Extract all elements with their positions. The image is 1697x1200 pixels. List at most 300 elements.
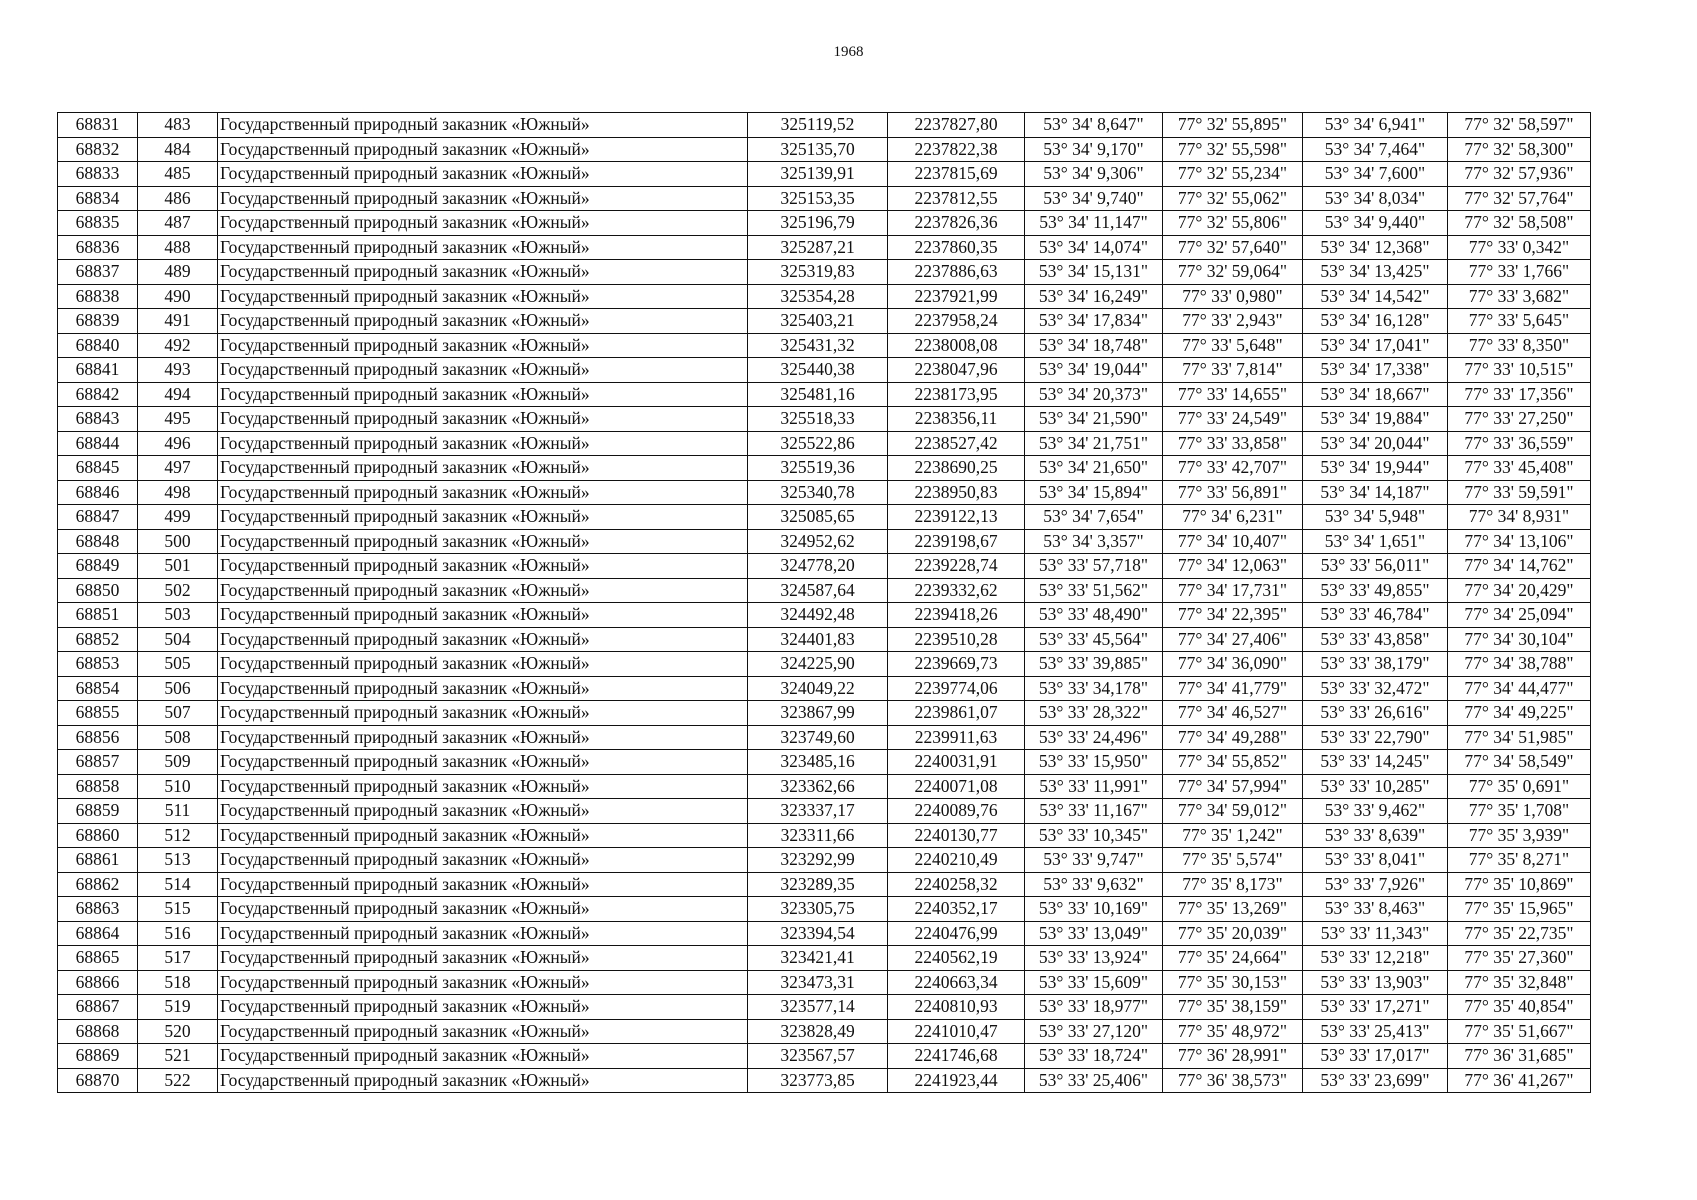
latitude-2-cell: 53° 33' 43,858" — [1303, 627, 1448, 652]
row-id-cell: 68847 — [58, 505, 138, 530]
table-row — [58, 309, 1591, 334]
y-coordinate-cell: 2240810,93 — [888, 995, 1025, 1020]
y-coordinate-cell: 2238950,83 — [888, 480, 1025, 505]
point-number-cell: 507 — [138, 701, 218, 726]
latitude-1-cell: 53° 34' 8,647" — [1025, 113, 1163, 138]
longitude-2-cell: 77° 33' 3,682" — [1448, 284, 1591, 309]
longitude-1-cell: 77° 33' 7,814" — [1163, 358, 1303, 383]
table-row — [58, 113, 1591, 138]
longitude-1-cell: 77° 35' 20,039" — [1163, 921, 1303, 946]
row-id-cell: 68833 — [58, 162, 138, 187]
table-row — [58, 627, 1591, 652]
longitude-2-cell: 77° 35' 8,271" — [1448, 848, 1591, 873]
y-coordinate-cell: 2240071,08 — [888, 774, 1025, 799]
latitude-1-cell: 53° 33' 27,120" — [1025, 1019, 1163, 1044]
table-row — [58, 211, 1591, 236]
latitude-1-cell: 53° 34' 9,306" — [1025, 162, 1163, 187]
row-id-cell: 68839 — [58, 309, 138, 334]
name-cell: Государственный природный заказник «Южный» — [218, 358, 748, 383]
latitude-2-cell: 53° 34' 16,128" — [1303, 309, 1448, 334]
longitude-1-cell: 77° 33' 0,980" — [1163, 284, 1303, 309]
longitude-1-cell: 77° 35' 38,159" — [1163, 995, 1303, 1020]
latitude-1-cell: 53° 33' 9,632" — [1025, 872, 1163, 897]
latitude-2-cell: 53° 34' 14,187" — [1303, 480, 1448, 505]
table-row — [58, 333, 1591, 358]
point-number-cell: 498 — [138, 480, 218, 505]
latitude-1-cell: 53° 34' 18,748" — [1025, 333, 1163, 358]
latitude-1-cell: 53° 33' 28,322" — [1025, 701, 1163, 726]
longitude-1-cell: 77° 36' 38,573" — [1163, 1068, 1303, 1093]
longitude-2-cell: 77° 33' 45,408" — [1448, 456, 1591, 481]
longitude-2-cell: 77° 35' 15,965" — [1448, 897, 1591, 922]
x-coordinate-cell: 325340,78 — [748, 480, 888, 505]
longitude-2-cell: 77° 35' 22,735" — [1448, 921, 1591, 946]
point-number-cell: 502 — [138, 578, 218, 603]
longitude-1-cell: 77° 35' 24,664" — [1163, 946, 1303, 971]
longitude-2-cell: 77° 32' 57,936" — [1448, 162, 1591, 187]
point-number-cell: 506 — [138, 676, 218, 701]
row-id-cell: 68849 — [58, 554, 138, 579]
point-number-cell: 510 — [138, 774, 218, 799]
y-coordinate-cell: 2237815,69 — [888, 162, 1025, 187]
point-number-cell: 521 — [138, 1044, 218, 1069]
y-coordinate-cell: 2238527,42 — [888, 431, 1025, 456]
y-coordinate-cell: 2239332,62 — [888, 578, 1025, 603]
name-cell: Государственный природный заказник «Южный» — [218, 676, 748, 701]
y-coordinate-cell: 2239861,07 — [888, 701, 1025, 726]
point-number-cell: 520 — [138, 1019, 218, 1044]
point-number-cell: 483 — [138, 113, 218, 138]
name-cell: Государственный природный заказник «Южный» — [218, 603, 748, 628]
latitude-2-cell: 53° 33' 17,271" — [1303, 995, 1448, 1020]
name-cell: Государственный природный заказник «Южный» — [218, 235, 748, 260]
longitude-2-cell: 77° 36' 41,267" — [1448, 1068, 1591, 1093]
name-cell: Государственный природный заказник «Южный» — [218, 456, 748, 481]
x-coordinate-cell: 325085,65 — [748, 505, 888, 530]
table-row — [58, 578, 1591, 603]
row-id-cell: 68840 — [58, 333, 138, 358]
latitude-2-cell: 53° 34' 8,034" — [1303, 186, 1448, 211]
latitude-2-cell: 53° 34' 14,542" — [1303, 284, 1448, 309]
longitude-2-cell: 77° 34' 20,429" — [1448, 578, 1591, 603]
name-cell: Государственный природный заказник «Южный» — [218, 872, 748, 897]
latitude-1-cell: 53° 33' 15,609" — [1025, 970, 1163, 995]
longitude-1-cell: 77° 34' 6,231" — [1163, 505, 1303, 530]
latitude-2-cell: 53° 33' 56,011" — [1303, 554, 1448, 579]
point-number-cell: 500 — [138, 529, 218, 554]
latitude-1-cell: 53° 33' 18,724" — [1025, 1044, 1163, 1069]
row-id-cell: 68846 — [58, 480, 138, 505]
table-row — [58, 431, 1591, 456]
latitude-1-cell: 53° 33' 45,564" — [1025, 627, 1163, 652]
latitude-1-cell: 53° 34' 17,834" — [1025, 309, 1163, 334]
y-coordinate-cell: 2239228,74 — [888, 554, 1025, 579]
x-coordinate-cell: 324778,20 — [748, 554, 888, 579]
y-coordinate-cell: 2237921,99 — [888, 284, 1025, 309]
row-id-cell: 68850 — [58, 578, 138, 603]
x-coordinate-cell: 324225,90 — [748, 652, 888, 677]
x-coordinate-cell: 323828,49 — [748, 1019, 888, 1044]
longitude-2-cell: 77° 32' 58,508" — [1448, 211, 1591, 236]
row-id-cell: 68853 — [58, 652, 138, 677]
x-coordinate-cell: 323749,60 — [748, 725, 888, 750]
table-row — [58, 284, 1591, 309]
latitude-1-cell: 53° 33' 11,991" — [1025, 774, 1163, 799]
y-coordinate-cell: 2237822,38 — [888, 137, 1025, 162]
point-number-cell: 497 — [138, 456, 218, 481]
row-id-cell: 68845 — [58, 456, 138, 481]
table-row — [58, 774, 1591, 799]
latitude-2-cell: 53° 34' 17,338" — [1303, 358, 1448, 383]
longitude-2-cell: 77° 34' 25,094" — [1448, 603, 1591, 628]
point-number-cell: 508 — [138, 725, 218, 750]
y-coordinate-cell: 2238690,25 — [888, 456, 1025, 481]
y-coordinate-cell: 2241746,68 — [888, 1044, 1025, 1069]
longitude-1-cell: 77° 33' 33,858" — [1163, 431, 1303, 456]
row-id-cell: 68855 — [58, 701, 138, 726]
name-cell: Государственный природный заказник «Южный» — [218, 701, 748, 726]
longitude-2-cell: 77° 33' 59,591" — [1448, 480, 1591, 505]
y-coordinate-cell: 2239510,28 — [888, 627, 1025, 652]
latitude-1-cell: 53° 34' 19,044" — [1025, 358, 1163, 383]
latitude-2-cell: 53° 34' 9,440" — [1303, 211, 1448, 236]
table-row — [58, 750, 1591, 775]
point-number-cell: 504 — [138, 627, 218, 652]
latitude-2-cell: 53° 33' 25,413" — [1303, 1019, 1448, 1044]
name-cell: Государственный природный заказник «Южный» — [218, 211, 748, 236]
y-coordinate-cell: 2240663,34 — [888, 970, 1025, 995]
latitude-1-cell: 53° 33' 34,178" — [1025, 676, 1163, 701]
x-coordinate-cell: 323773,85 — [748, 1068, 888, 1093]
latitude-2-cell: 53° 34' 20,044" — [1303, 431, 1448, 456]
longitude-1-cell: 77° 32' 57,640" — [1163, 235, 1303, 260]
latitude-2-cell: 53° 34' 7,464" — [1303, 137, 1448, 162]
y-coordinate-cell: 2238008,08 — [888, 333, 1025, 358]
longitude-2-cell: 77° 34' 58,549" — [1448, 750, 1591, 775]
table-row — [58, 186, 1591, 211]
y-coordinate-cell: 2240258,32 — [888, 872, 1025, 897]
name-cell: Государственный природный заказник «Южный» — [218, 431, 748, 456]
latitude-1-cell: 53° 34' 14,074" — [1025, 235, 1163, 260]
latitude-2-cell: 53° 33' 12,218" — [1303, 946, 1448, 971]
x-coordinate-cell: 323567,57 — [748, 1044, 888, 1069]
name-cell: Государственный природный заказник «Южный» — [218, 284, 748, 309]
longitude-2-cell: 77° 32' 57,764" — [1448, 186, 1591, 211]
latitude-1-cell: 53° 33' 15,950" — [1025, 750, 1163, 775]
point-number-cell: 517 — [138, 946, 218, 971]
row-id-cell: 68860 — [58, 823, 138, 848]
y-coordinate-cell: 2239122,13 — [888, 505, 1025, 530]
latitude-2-cell: 53° 34' 7,600" — [1303, 162, 1448, 187]
y-coordinate-cell: 2238356,11 — [888, 407, 1025, 432]
table-row — [58, 603, 1591, 628]
latitude-1-cell: 53° 33' 57,718" — [1025, 554, 1163, 579]
latitude-1-cell: 53° 33' 13,049" — [1025, 921, 1163, 946]
longitude-1-cell: 77° 33' 2,943" — [1163, 309, 1303, 334]
point-number-cell: 493 — [138, 358, 218, 383]
name-cell: Государственный природный заказник «Южный» — [218, 137, 748, 162]
y-coordinate-cell: 2238173,95 — [888, 382, 1025, 407]
point-number-cell: 512 — [138, 823, 218, 848]
y-coordinate-cell: 2240089,76 — [888, 799, 1025, 824]
name-cell: Государственный природный заказник «Южный» — [218, 578, 748, 603]
x-coordinate-cell: 325196,79 — [748, 211, 888, 236]
table-row — [58, 995, 1591, 1020]
longitude-1-cell: 77° 32' 59,064" — [1163, 260, 1303, 285]
longitude-2-cell: 77° 35' 40,854" — [1448, 995, 1591, 1020]
point-number-cell: 522 — [138, 1068, 218, 1093]
latitude-1-cell: 53° 33' 9,747" — [1025, 848, 1163, 873]
table-row — [58, 1068, 1591, 1093]
y-coordinate-cell: 2239669,73 — [888, 652, 1025, 677]
latitude-1-cell: 53° 34' 16,249" — [1025, 284, 1163, 309]
longitude-2-cell: 77° 34' 30,104" — [1448, 627, 1591, 652]
coordinates-table — [57, 112, 1591, 1093]
longitude-2-cell: 77° 34' 44,477" — [1448, 676, 1591, 701]
row-id-cell: 68851 — [58, 603, 138, 628]
point-number-cell: 513 — [138, 848, 218, 873]
point-number-cell: 501 — [138, 554, 218, 579]
table-body — [58, 113, 1591, 1093]
longitude-1-cell: 77° 34' 49,288" — [1163, 725, 1303, 750]
name-cell: Государственный природный заказник «Южный» — [218, 627, 748, 652]
page-number: 1968 — [833, 44, 864, 60]
x-coordinate-cell: 323292,99 — [748, 848, 888, 873]
longitude-2-cell: 77° 32' 58,300" — [1448, 137, 1591, 162]
latitude-2-cell: 53° 33' 22,790" — [1303, 725, 1448, 750]
point-number-cell: 491 — [138, 309, 218, 334]
row-id-cell: 68866 — [58, 970, 138, 995]
x-coordinate-cell: 325287,21 — [748, 235, 888, 260]
name-cell: Государственный природный заказник «Южный» — [218, 848, 748, 873]
x-coordinate-cell: 325153,35 — [748, 186, 888, 211]
longitude-2-cell: 77° 33' 27,250" — [1448, 407, 1591, 432]
latitude-2-cell: 53° 33' 8,041" — [1303, 848, 1448, 873]
table-row — [58, 358, 1591, 383]
point-number-cell: 484 — [138, 137, 218, 162]
row-id-cell: 68862 — [58, 872, 138, 897]
latitude-2-cell: 53° 33' 8,639" — [1303, 823, 1448, 848]
x-coordinate-cell: 323311,66 — [748, 823, 888, 848]
longitude-2-cell: 77° 35' 10,869" — [1448, 872, 1591, 897]
table-row — [58, 1019, 1591, 1044]
latitude-2-cell: 53° 34' 18,667" — [1303, 382, 1448, 407]
latitude-1-cell: 53° 33' 51,562" — [1025, 578, 1163, 603]
longitude-1-cell: 77° 32' 55,234" — [1163, 162, 1303, 187]
latitude-2-cell: 53° 33' 7,926" — [1303, 872, 1448, 897]
name-cell: Государственный природный заказник «Южный» — [218, 799, 748, 824]
table-row — [58, 505, 1591, 530]
longitude-2-cell: 77° 33' 10,515" — [1448, 358, 1591, 383]
longitude-1-cell: 77° 32' 55,806" — [1163, 211, 1303, 236]
name-cell: Государственный природный заказник «Южный» — [218, 529, 748, 554]
table-row — [58, 137, 1591, 162]
longitude-2-cell: 77° 33' 1,766" — [1448, 260, 1591, 285]
latitude-1-cell: 53° 34' 21,590" — [1025, 407, 1163, 432]
table-row — [58, 554, 1591, 579]
row-id-cell: 68844 — [58, 431, 138, 456]
point-number-cell: 494 — [138, 382, 218, 407]
longitude-2-cell: 77° 34' 38,788" — [1448, 652, 1591, 677]
y-coordinate-cell: 2241010,47 — [888, 1019, 1025, 1044]
longitude-1-cell: 77° 33' 5,648" — [1163, 333, 1303, 358]
latitude-1-cell: 53° 33' 10,169" — [1025, 897, 1163, 922]
table-row — [58, 946, 1591, 971]
name-cell: Государственный природный заказник «Южный» — [218, 407, 748, 432]
table-row — [58, 848, 1591, 873]
latitude-1-cell: 53° 33' 25,406" — [1025, 1068, 1163, 1093]
y-coordinate-cell: 2237958,24 — [888, 309, 1025, 334]
table-row — [58, 529, 1591, 554]
longitude-1-cell: 77° 34' 12,063" — [1163, 554, 1303, 579]
x-coordinate-cell: 324049,22 — [748, 676, 888, 701]
longitude-2-cell: 77° 36' 31,685" — [1448, 1044, 1591, 1069]
x-coordinate-cell: 325354,28 — [748, 284, 888, 309]
row-id-cell: 68841 — [58, 358, 138, 383]
y-coordinate-cell: 2239418,26 — [888, 603, 1025, 628]
point-number-cell: 516 — [138, 921, 218, 946]
y-coordinate-cell: 2238047,96 — [888, 358, 1025, 383]
y-coordinate-cell: 2237827,80 — [888, 113, 1025, 138]
row-id-cell: 68834 — [58, 186, 138, 211]
name-cell: Государственный природный заказник «Южный» — [218, 652, 748, 677]
latitude-1-cell: 53° 34' 7,654" — [1025, 505, 1163, 530]
longitude-2-cell: 77° 35' 27,360" — [1448, 946, 1591, 971]
latitude-2-cell: 53° 34' 6,941" — [1303, 113, 1448, 138]
longitude-1-cell: 77° 34' 59,012" — [1163, 799, 1303, 824]
x-coordinate-cell: 324952,62 — [748, 529, 888, 554]
name-cell: Государственный природный заказник «Южный» — [218, 921, 748, 946]
table-row — [58, 162, 1591, 187]
name-cell: Государственный природный заказник «Южный» — [218, 480, 748, 505]
longitude-2-cell: 77° 34' 13,106" — [1448, 529, 1591, 554]
point-number-cell: 509 — [138, 750, 218, 775]
y-coordinate-cell: 2240352,17 — [888, 897, 1025, 922]
longitude-1-cell: 77° 34' 27,406" — [1163, 627, 1303, 652]
y-coordinate-cell: 2237812,55 — [888, 186, 1025, 211]
longitude-2-cell: 77° 32' 58,597" — [1448, 113, 1591, 138]
row-id-cell: 68838 — [58, 284, 138, 309]
table-row — [58, 921, 1591, 946]
latitude-1-cell: 53° 34' 15,131" — [1025, 260, 1163, 285]
x-coordinate-cell: 325431,32 — [748, 333, 888, 358]
name-cell: Государственный природный заказник «Южный» — [218, 333, 748, 358]
x-coordinate-cell: 323421,41 — [748, 946, 888, 971]
name-cell: Государственный природный заказник «Южный» — [218, 309, 748, 334]
longitude-1-cell: 77° 34' 10,407" — [1163, 529, 1303, 554]
table-row — [58, 1044, 1591, 1069]
row-id-cell: 68837 — [58, 260, 138, 285]
name-cell: Государственный природный заказник «Южный» — [218, 946, 748, 971]
latitude-2-cell: 53° 33' 11,343" — [1303, 921, 1448, 946]
longitude-2-cell: 77° 33' 5,645" — [1448, 309, 1591, 334]
latitude-1-cell: 53° 34' 20,373" — [1025, 382, 1163, 407]
latitude-1-cell: 53° 33' 13,924" — [1025, 946, 1163, 971]
row-id-cell: 68870 — [58, 1068, 138, 1093]
row-id-cell: 68863 — [58, 897, 138, 922]
latitude-1-cell: 53° 33' 39,885" — [1025, 652, 1163, 677]
latitude-1-cell: 53° 34' 11,147" — [1025, 211, 1163, 236]
point-number-cell: 518 — [138, 970, 218, 995]
longitude-2-cell: 77° 33' 17,356" — [1448, 382, 1591, 407]
row-id-cell: 68859 — [58, 799, 138, 824]
latitude-1-cell: 53° 33' 48,490" — [1025, 603, 1163, 628]
table-row — [58, 480, 1591, 505]
x-coordinate-cell: 323473,31 — [748, 970, 888, 995]
longitude-1-cell: 77° 34' 57,994" — [1163, 774, 1303, 799]
row-id-cell: 68864 — [58, 921, 138, 946]
row-id-cell: 68856 — [58, 725, 138, 750]
x-coordinate-cell: 323362,66 — [748, 774, 888, 799]
latitude-2-cell: 53° 33' 10,285" — [1303, 774, 1448, 799]
longitude-1-cell: 77° 34' 41,779" — [1163, 676, 1303, 701]
name-cell: Государственный природный заказник «Южный» — [218, 995, 748, 1020]
y-coordinate-cell: 2237860,35 — [888, 235, 1025, 260]
x-coordinate-cell: 324492,48 — [748, 603, 888, 628]
x-coordinate-cell: 323305,75 — [748, 897, 888, 922]
latitude-2-cell: 53° 34' 1,651" — [1303, 529, 1448, 554]
row-id-cell: 68836 — [58, 235, 138, 260]
longitude-1-cell: 77° 35' 48,972" — [1163, 1019, 1303, 1044]
latitude-2-cell: 53° 34' 12,368" — [1303, 235, 1448, 260]
x-coordinate-cell: 324587,64 — [748, 578, 888, 603]
x-coordinate-cell: 325519,36 — [748, 456, 888, 481]
table-row — [58, 260, 1591, 285]
name-cell: Государственный природный заказник «Южный» — [218, 505, 748, 530]
longitude-1-cell: 77° 33' 24,549" — [1163, 407, 1303, 432]
longitude-2-cell: 77° 33' 8,350" — [1448, 333, 1591, 358]
point-number-cell: 489 — [138, 260, 218, 285]
y-coordinate-cell: 2239911,63 — [888, 725, 1025, 750]
longitude-2-cell: 77° 35' 1,708" — [1448, 799, 1591, 824]
latitude-1-cell: 53° 33' 10,345" — [1025, 823, 1163, 848]
name-cell: Государственный природный заказник «Южный» — [218, 554, 748, 579]
table-row — [58, 970, 1591, 995]
name-cell: Государственный природный заказник «Южный» — [218, 897, 748, 922]
longitude-1-cell: 77° 33' 42,707" — [1163, 456, 1303, 481]
latitude-2-cell: 53° 33' 46,784" — [1303, 603, 1448, 628]
table-row — [58, 823, 1591, 848]
latitude-1-cell: 53° 33' 11,167" — [1025, 799, 1163, 824]
y-coordinate-cell: 2239774,06 — [888, 676, 1025, 701]
point-number-cell: 490 — [138, 284, 218, 309]
latitude-2-cell: 53° 34' 19,944" — [1303, 456, 1448, 481]
x-coordinate-cell: 324401,83 — [748, 627, 888, 652]
y-coordinate-cell: 2239198,67 — [888, 529, 1025, 554]
row-id-cell: 68832 — [58, 137, 138, 162]
longitude-1-cell: 77° 35' 5,574" — [1163, 848, 1303, 873]
x-coordinate-cell: 325403,21 — [748, 309, 888, 334]
longitude-1-cell: 77° 34' 36,090" — [1163, 652, 1303, 677]
longitude-2-cell: 77° 34' 51,985" — [1448, 725, 1591, 750]
row-id-cell: 68843 — [58, 407, 138, 432]
x-coordinate-cell: 325440,38 — [748, 358, 888, 383]
latitude-1-cell: 53° 33' 24,496" — [1025, 725, 1163, 750]
longitude-1-cell: 77° 35' 1,242" — [1163, 823, 1303, 848]
y-coordinate-cell: 2240476,99 — [888, 921, 1025, 946]
point-number-cell: 492 — [138, 333, 218, 358]
latitude-1-cell: 53° 34' 21,751" — [1025, 431, 1163, 456]
longitude-1-cell: 77° 33' 56,891" — [1163, 480, 1303, 505]
longitude-1-cell: 77° 34' 46,527" — [1163, 701, 1303, 726]
x-coordinate-cell: 323867,99 — [748, 701, 888, 726]
y-coordinate-cell: 2240130,77 — [888, 823, 1025, 848]
longitude-2-cell: 77° 35' 32,848" — [1448, 970, 1591, 995]
name-cell: Государственный природный заказник «Южный» — [218, 750, 748, 775]
x-coordinate-cell: 323289,35 — [748, 872, 888, 897]
latitude-1-cell: 53° 34' 9,170" — [1025, 137, 1163, 162]
longitude-1-cell: 77° 34' 55,852" — [1163, 750, 1303, 775]
